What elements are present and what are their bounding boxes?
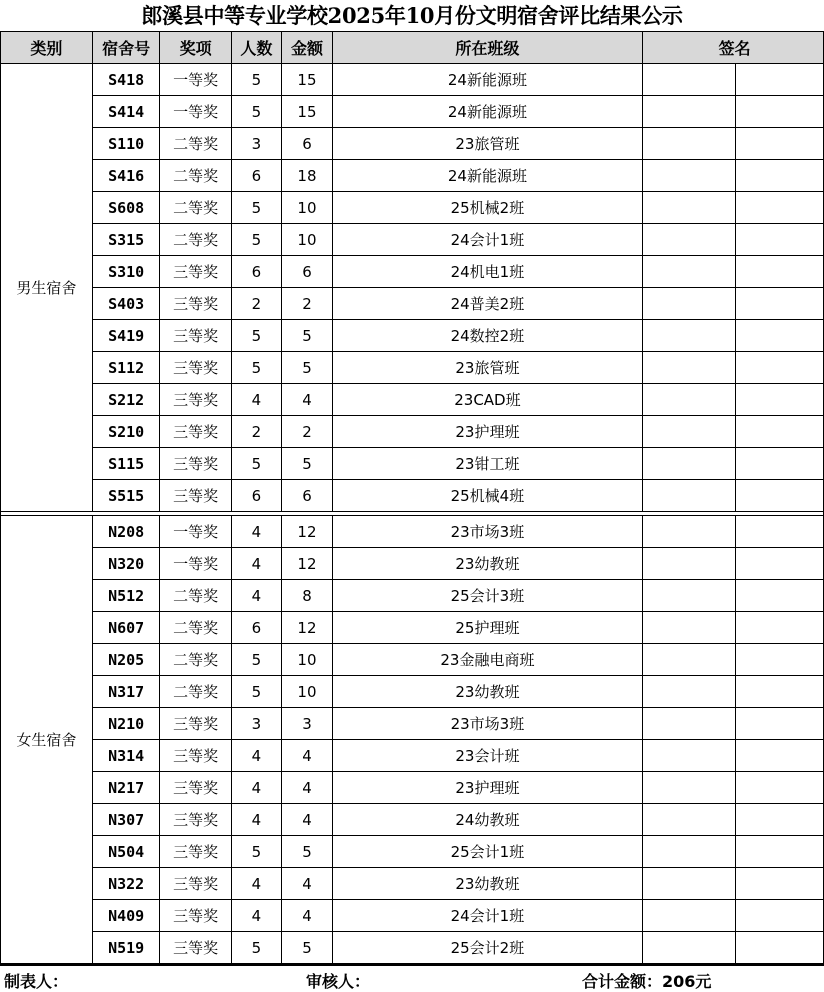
cell-signature[interactable] [642,516,735,548]
cell-room: S212 [92,384,160,416]
table-row [1,320,824,352]
cell-class: 23市场3班 [333,708,642,740]
cell-signature[interactable] [735,448,823,480]
header-room: 宿舍号 [92,32,160,64]
cell-signature[interactable] [735,224,823,256]
cell-class: 23CAD班 [333,384,642,416]
cell-class: 23护理班 [333,416,642,448]
cell-award: 一等奖 [160,96,232,128]
footer-maker: 制表人： [4,972,69,991]
cell-award: 一等奖 [160,548,232,580]
cell-room: S515 [92,480,160,512]
cell-people: 6 [231,480,281,512]
cell-award: 二等奖 [160,644,232,676]
cell-room: S403 [92,288,160,320]
cell-signature[interactable] [735,772,823,804]
cell-signature[interactable] [735,516,823,548]
cell-signature[interactable] [735,352,823,384]
cell-people: 4 [231,384,281,416]
cell-class: 23会计班 [333,740,642,772]
cell-amount: 5 [281,320,333,352]
cell-room: N217 [92,772,160,804]
cell-people: 4 [231,548,281,580]
cell-people: 5 [231,224,281,256]
cell-amount: 10 [281,192,333,224]
cell-signature[interactable] [642,868,735,900]
cell-signature[interactable] [735,676,823,708]
cell-class: 23护理班 [333,772,642,804]
cell-signature[interactable] [735,932,823,964]
cell-amount: 18 [281,160,333,192]
table-row [1,224,824,256]
cell-class: 25护理班 [333,612,642,644]
cell-people: 2 [231,288,281,320]
cell-class: 24会计1班 [333,900,642,932]
cell-room: N322 [92,868,160,900]
cell-award: 一等奖 [160,64,232,96]
cell-people: 2 [231,416,281,448]
cell-room: S110 [92,128,160,160]
table-row [1,288,824,320]
cell-award: 三等奖 [160,384,232,416]
cell-signature[interactable] [642,548,735,580]
cell-room: S416 [92,160,160,192]
table-row [1,516,824,548]
table-row [1,708,824,740]
cell-room: N314 [92,740,160,772]
cell-room: N607 [92,612,160,644]
cell-award: 三等奖 [160,900,232,932]
cell-signature[interactable] [735,160,823,192]
table-row [1,580,824,612]
results-table [0,31,824,964]
cell-signature[interactable] [642,448,735,480]
cell-amount: 4 [281,900,333,932]
cell-class: 25会计1班 [333,836,642,868]
cell-signature[interactable] [735,288,823,320]
cell-signature[interactable] [642,740,735,772]
table-row [1,772,824,804]
cell-class: 23旅管班 [333,128,642,160]
table-row [1,900,824,932]
table-row [1,868,824,900]
cell-class: 24新能源班 [333,96,642,128]
header-award: 奖项 [160,32,232,64]
cell-category: 男生宿舍 [1,64,93,512]
cell-award: 三等奖 [160,256,232,288]
cell-award: 三等奖 [160,868,232,900]
cell-class: 23旅管班 [333,352,642,384]
cell-signature[interactable] [735,320,823,352]
table-row [1,548,824,580]
cell-class: 23金融电商班 [333,644,642,676]
cell-signature[interactable] [642,64,735,96]
cell-amount: 3 [281,708,333,740]
table-row [1,192,824,224]
cell-people: 5 [231,96,281,128]
cell-award: 三等奖 [160,708,232,740]
table-row [1,932,824,964]
cell-people: 4 [231,580,281,612]
cell-award: 二等奖 [160,580,232,612]
cell-amount: 10 [281,644,333,676]
cell-signature[interactable] [642,772,735,804]
cell-signature[interactable] [642,676,735,708]
cell-room: N409 [92,900,160,932]
cell-people: 5 [231,644,281,676]
cell-signature[interactable] [735,480,823,512]
cell-signature[interactable] [735,96,823,128]
cell-people: 3 [231,708,281,740]
table-row [1,96,824,128]
footer [0,964,824,990]
cell-people: 5 [231,448,281,480]
cell-award: 三等奖 [160,932,232,964]
cell-signature[interactable] [735,612,823,644]
cell-class: 23幼教班 [333,548,642,580]
cell-award: 二等奖 [160,676,232,708]
cell-award: 二等奖 [160,160,232,192]
cell-room: S608 [92,192,160,224]
cell-amount: 4 [281,384,333,416]
table-row [1,836,824,868]
cell-signature[interactable] [735,416,823,448]
cell-people: 4 [231,900,281,932]
cell-class: 23幼教班 [333,676,642,708]
cell-class: 25机械4班 [333,480,642,512]
cell-award: 二等奖 [160,128,232,160]
cell-people: 4 [231,740,281,772]
cell-signature[interactable] [642,804,735,836]
table-row [1,128,824,160]
cell-class: 25机械2班 [333,192,642,224]
header-row [1,32,824,64]
cell-signature[interactable] [642,612,735,644]
cell-room: N307 [92,804,160,836]
cell-class: 24普美2班 [333,288,642,320]
cell-amount: 2 [281,288,333,320]
cell-class: 24会计1班 [333,224,642,256]
cell-signature[interactable] [642,256,735,288]
cell-signature[interactable] [735,64,823,96]
cell-room: S414 [92,96,160,128]
cell-amount: 10 [281,224,333,256]
cell-signature[interactable] [642,224,735,256]
cell-signature[interactable] [735,708,823,740]
cell-amount: 4 [281,804,333,836]
cell-signature[interactable] [642,160,735,192]
cell-signature[interactable] [735,256,823,288]
cell-signature[interactable] [642,416,735,448]
cell-amount: 10 [281,676,333,708]
cell-room: N317 [92,676,160,708]
cell-amount: 12 [281,516,333,548]
cell-signature[interactable] [642,900,735,932]
cell-amount: 2 [281,416,333,448]
table-row [1,160,824,192]
cell-signature[interactable] [642,384,735,416]
cell-amount: 12 [281,612,333,644]
cell-room: N504 [92,836,160,868]
cell-award: 三等奖 [160,448,232,480]
cell-signature[interactable] [642,480,735,512]
table-row [1,740,824,772]
cell-people: 4 [231,772,281,804]
table-row [1,480,824,512]
cell-class: 24新能源班 [333,64,642,96]
cell-people: 6 [231,612,281,644]
cell-amount: 5 [281,932,333,964]
cell-class: 24新能源班 [333,160,642,192]
cell-amount: 4 [281,772,333,804]
cell-people: 5 [231,676,281,708]
cell-amount: 5 [281,448,333,480]
cell-room: N208 [92,516,160,548]
cell-amount: 12 [281,548,333,580]
cell-award: 三等奖 [160,352,232,384]
cell-amount: 5 [281,836,333,868]
cell-people: 3 [231,128,281,160]
cell-signature[interactable] [642,128,735,160]
cell-award: 三等奖 [160,804,232,836]
cell-signature[interactable] [642,644,735,676]
cell-category: 女生宿舍 [1,516,93,964]
cell-signature[interactable] [642,836,735,868]
cell-people: 4 [231,804,281,836]
table-row [1,644,824,676]
table-row [1,352,824,384]
table-row [1,804,824,836]
cell-amount: 8 [281,580,333,612]
cell-signature[interactable] [735,740,823,772]
cell-amount: 6 [281,256,333,288]
cell-amount: 15 [281,96,333,128]
cell-amount: 4 [281,740,333,772]
cell-award: 二等奖 [160,612,232,644]
cell-signature[interactable] [642,352,735,384]
cell-people: 5 [231,64,281,96]
cell-class: 23钳工班 [333,448,642,480]
cell-signature[interactable] [642,708,735,740]
cell-signature[interactable] [735,548,823,580]
header-sign: 签名 [642,32,823,64]
cell-signature[interactable] [735,900,823,932]
table-body [1,64,824,964]
cell-people: 5 [231,192,281,224]
cell-signature[interactable] [735,804,823,836]
cell-amount: 15 [281,64,333,96]
cell-room: S310 [92,256,160,288]
cell-signature[interactable] [735,192,823,224]
cell-award: 三等奖 [160,288,232,320]
cell-amount: 6 [281,128,333,160]
cell-room: N320 [92,548,160,580]
cell-room: N512 [92,580,160,612]
cell-award: 一等奖 [160,516,232,548]
cell-signature[interactable] [642,580,735,612]
cell-signature[interactable] [735,580,823,612]
cell-award: 三等奖 [160,740,232,772]
cell-award: 三等奖 [160,416,232,448]
cell-people: 5 [231,932,281,964]
cell-signature[interactable] [735,644,823,676]
cell-people: 5 [231,320,281,352]
cell-signature[interactable] [735,836,823,868]
table-row [1,256,824,288]
cell-award: 二等奖 [160,224,232,256]
cell-class: 25会计2班 [333,932,642,964]
cell-people: 4 [231,868,281,900]
cell-people: 5 [231,352,281,384]
cell-class: 23幼教班 [333,868,642,900]
cell-room: S112 [92,352,160,384]
cell-people: 5 [231,836,281,868]
cell-award: 三等奖 [160,320,232,352]
cell-award: 三等奖 [160,480,232,512]
cell-room: S418 [92,64,160,96]
cell-class: 25会计3班 [333,580,642,612]
table-row [1,416,824,448]
table-row [1,448,824,480]
cell-award: 三等奖 [160,836,232,868]
cell-class: 24数控2班 [333,320,642,352]
page-title: 郎溪县中等专业学校2025年10月份文明宿舍评比结果公示 [141,3,683,28]
table-row [1,612,824,644]
header-class: 所在班级 [333,32,642,64]
cell-signature[interactable] [735,384,823,416]
cell-signature[interactable] [735,128,823,160]
cell-room: N210 [92,708,160,740]
cell-signature[interactable] [642,288,735,320]
footer-total: 合计金额：206元 [582,972,712,991]
cell-award: 三等奖 [160,772,232,804]
cell-amount: 5 [281,352,333,384]
header-category: 类别 [1,32,93,64]
cell-signature[interactable] [642,96,735,128]
footer-reviewer: 审核人： [306,972,371,991]
cell-class: 24幼教班 [333,804,642,836]
table-row [1,384,824,416]
header-amount: 金额 [281,32,333,64]
cell-room: S315 [92,224,160,256]
header-people: 人数 [231,32,281,64]
cell-room: S115 [92,448,160,480]
cell-people: 4 [231,516,281,548]
cell-signature[interactable] [642,320,735,352]
cell-room: N519 [92,932,160,964]
cell-people: 6 [231,256,281,288]
table-row [1,64,824,96]
cell-amount: 4 [281,868,333,900]
cell-class: 23市场3班 [333,516,642,548]
cell-signature[interactable] [642,932,735,964]
table-row [1,676,824,708]
cell-signature[interactable] [735,868,823,900]
cell-people: 6 [231,160,281,192]
cell-amount: 6 [281,480,333,512]
cell-award: 二等奖 [160,192,232,224]
cell-class: 24机电1班 [333,256,642,288]
cell-signature[interactable] [642,192,735,224]
cell-room: N205 [92,644,160,676]
cell-room: S419 [92,320,160,352]
cell-room: S210 [92,416,160,448]
